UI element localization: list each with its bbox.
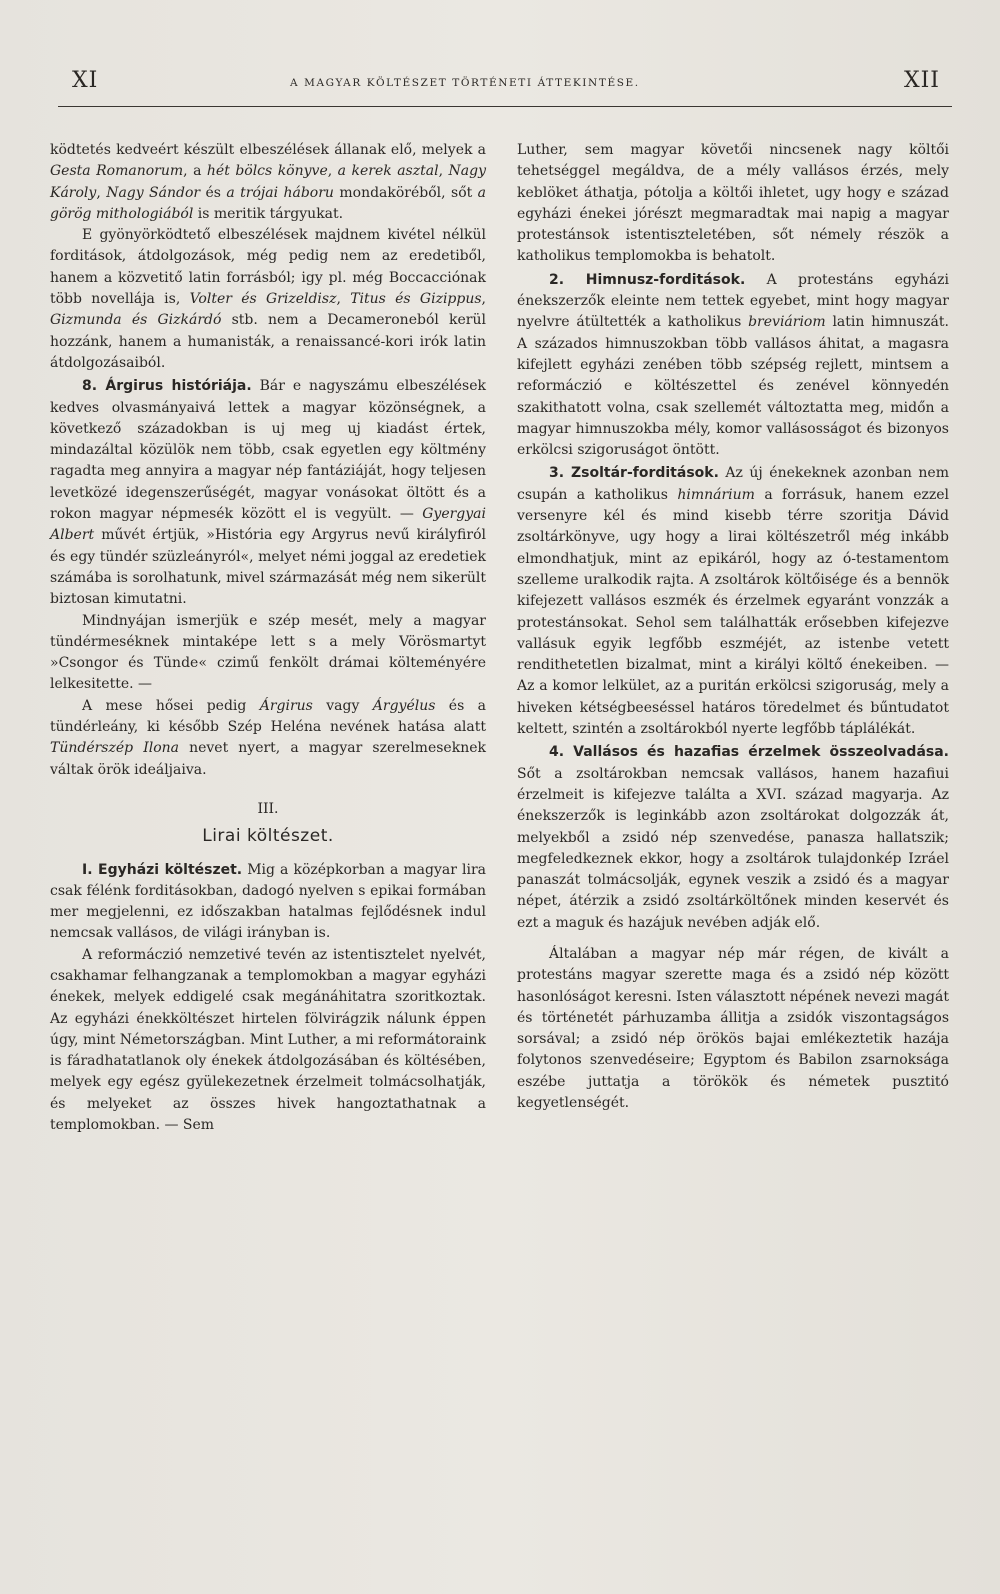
chapter-title: Lirai költészet. (202, 826, 334, 847)
paragraph: E gyönyörködtető elbeszélések majdnem kivétel nélkül forditások, átdolgozások, még pedig nem az eredetiből, hanem a közvetitő latin forrásból; igy pl. még Boccacciónak több novellája is, Volter és Grizeldisz, Titus és Gizippus, Gizmunda és Gizkárdó stb. nem a Decameroneból kerül hozzánk, hanem a humanisták, a renaissancé-kori irók latin átdolgozásaiból. (50, 227, 486, 371)
paragraph: ködtetés kedveért készült elbeszélések állanak elő, melyek a Gesta Romanorum, a hét bölcs könyve, a kerek asztal, Nagy Károly, Nagy Sándor és a trójai háboru mondaköréből, sőt a görög mithologiából is meritik tárgyukat. (50, 142, 487, 222)
running-header (58, 66, 952, 107)
section-heading: I. Egyházi költészet. (82, 861, 243, 878)
section-heading: 8. Árgirus históriája. (82, 378, 252, 395)
paragraph: Luther, sem magyar követői nincsenek nagy költői tehetséggel megáldva, de a mély vallásos érzés, mely keblöket áthatja, pótolja a költői ihletet, ugy hogy e század egyházi énekei jórészt megmaradtak mai napig a magyar protestánsok istentiszteletében, sőt némely részök a katholikus templomokba is behatolt. (517, 142, 949, 265)
paragraph: 2. Himnusz-forditások. A protestáns egyházi énekszerzők eleinte nem tettek egyebet, mint hogy magyar nyelvre átültették a katholikus breviáriom latin himnuszát. A százados himnuszokban több vallásos áhitat, a magasra kifejlett egyházi zenében több szépség rejlett, mintsem a reformáczió e költészettel és zenével könnyedén szakithatott volna, csak szellemét változtatta meg, midőn a magyar himnuszokba mély, komor vallásosságot és bizonyos erkölcsi szigoruságot öntött. (517, 271, 949, 459)
paragraph: A reformáczió nemzetivé tevén az istentisztelet nyelvét, csakhamar felhangzanak a templomokban a magyar egyházi énekek, melyek eddigelé csak megánáhitatra szoritkoztak. Az egyházi énekköltészet hirtelen fölvirágzik nálunk éppen úgy, mint Németországban. Mint Luther, a mi reformátoraink is fáradhatatlanok oly énekek átdolgozásában és költésében, melyek egy egész gyülekezetnek érzelmeit tolmácsolhatják, és melyeket az összes hivek hangoztathatnak a templomokban. — Sem (50, 946, 486, 1134)
page-number-left: XI (72, 68, 99, 93)
paragraph: A mese hősei pedig Árgirus vagy Árgyélus és a tündérleány, ki később Szép Heléna nevének hatása alatt Tündérszép Ilona nevet nyert, a magyar szerelmeseknek váltak örök ideáljaiva. (50, 697, 487, 778)
paragraph: I. Egyházi költészet. Mig a középkorban a magyar lira csak félénk forditásokban, dadogó nyelven s epikai formában mer megjelenni, ez időszakban hatalmas fejlődésnek indul nemcsak vallásos, de világi irányban is. (50, 861, 486, 942)
paragraph: 8. Árgirus históriája. Bár e nagyszámu elbeszélések kedves olvasmányaivá lettek a magyar közönségnek, a következő századokban is uj meg uj kiadást értek, mindazáltal közülök nem több, csak egyetlen egy költmény ragadta meg annyira a magyar nép fantáziáját, hogy teljesen levetközé idegenszerűségét, magyar vonásokat öltött és a rokon magyar népmesék között el is vegyült. — Gyergyai Albert művét értjük, »História egy Argyrus nevű királyfiról és egy tündér szüzleányról«, melyet némi joggal az eredetiek számába is sorolhatunk, mivel származását még nem sikerült biztosan kimutatni. (50, 378, 486, 608)
paragraph: Általában a magyar nép már régen, de kivált a protestáns magyar szerette maga és a zsidó nép között hasonlóságot keresni. Isten választott népének nevezi magát és történetét párhuzamba állitja a zsidók viszontagságos sorsával; a zsidó nép örökös bajai emlékeztetik hazája folytonos szenvedéseire; Egyptom és Babilon zsarnoksága eszébe juttatja a törökök és németek pusztitó kegyetlenségét. (517, 945, 949, 1112)
section-heading: 3. Zsoltár-forditások. (549, 465, 719, 482)
running-title: A MAGYAR KÖLTÉSZET TÖRTÉNETI ÁTTEKINTÉSE. (290, 77, 640, 89)
chapter-number: III. (257, 800, 279, 817)
section-heading: 2. Himnusz-forditások. (549, 271, 746, 288)
left-column (50, 140, 486, 1136)
right-column (517, 140, 949, 1114)
page-number-right: XII (903, 68, 940, 93)
paragraph: 3. Zsoltár-forditások. Az új énekeknek azonban nem csupán a katholikus himnárium a forrásuk, hanem ezzel versenyre kél és mind kisebb térre szoritja Dávid zsoltárkönyve, ugy hogy a lirai költészetről még inkább elmondhatjuk, mint az epikáról, hogy az ó-testamentom szelleme uralkodik rajta. A zsoltárok költőisége és a bennök kifejezett vallásos eszmék és érzelmek egyaránt vonzzák a protestánsokat. Sehol sem találhatták erősebben kifejezve vallásuk egyik legfőbb eszméjét, az istenbe vetett rendithetetlen bizalmat, mint a királyi költő énekeiben. — Az a komor lelkület, az a puritán erkölcsi szigoruság, mely a hiveken kétségbeeséssel határos töredelmet és bűntudatot keltett, szintén a zsoltárokból nyerte legfőbb táplálékát. (517, 465, 949, 738)
paragraph: 4. Vallásos és hazafias érzelmek összeolvadása. Sőt a zsoltárokban nemcsak vallásos, hanem hazafiui érzelmeit is kifejezve találta a XVI. század magyarja. Az énekszerzők is leginkább azon zsoltárokat dolgozzák át, melyekből a zsidó nép szenvedése, panasza hallatszik; megfeledkeznek ekkor, hogy a zsoltárok tulajdonkép Izráel panaszát tolmácsolják, egynek veszik a zsidó és a magyar népet, átérzik a zsidó zsoltárköltőnek minden keservét és ezt a maguk és hazájuk nevében adják elő. (517, 744, 949, 931)
section-heading: 4. Vallásos és hazafias érzelmek összeolvadása. (549, 744, 949, 761)
paragraph: Mindnyájan ismerjük e szép mesét, mely a magyar tündérmeséknek mintaképe lett s a mely Vörösmartyt »Csongor és Tünde« czimű fenkölt drámai költeményére lelkesitette. — (50, 612, 486, 693)
